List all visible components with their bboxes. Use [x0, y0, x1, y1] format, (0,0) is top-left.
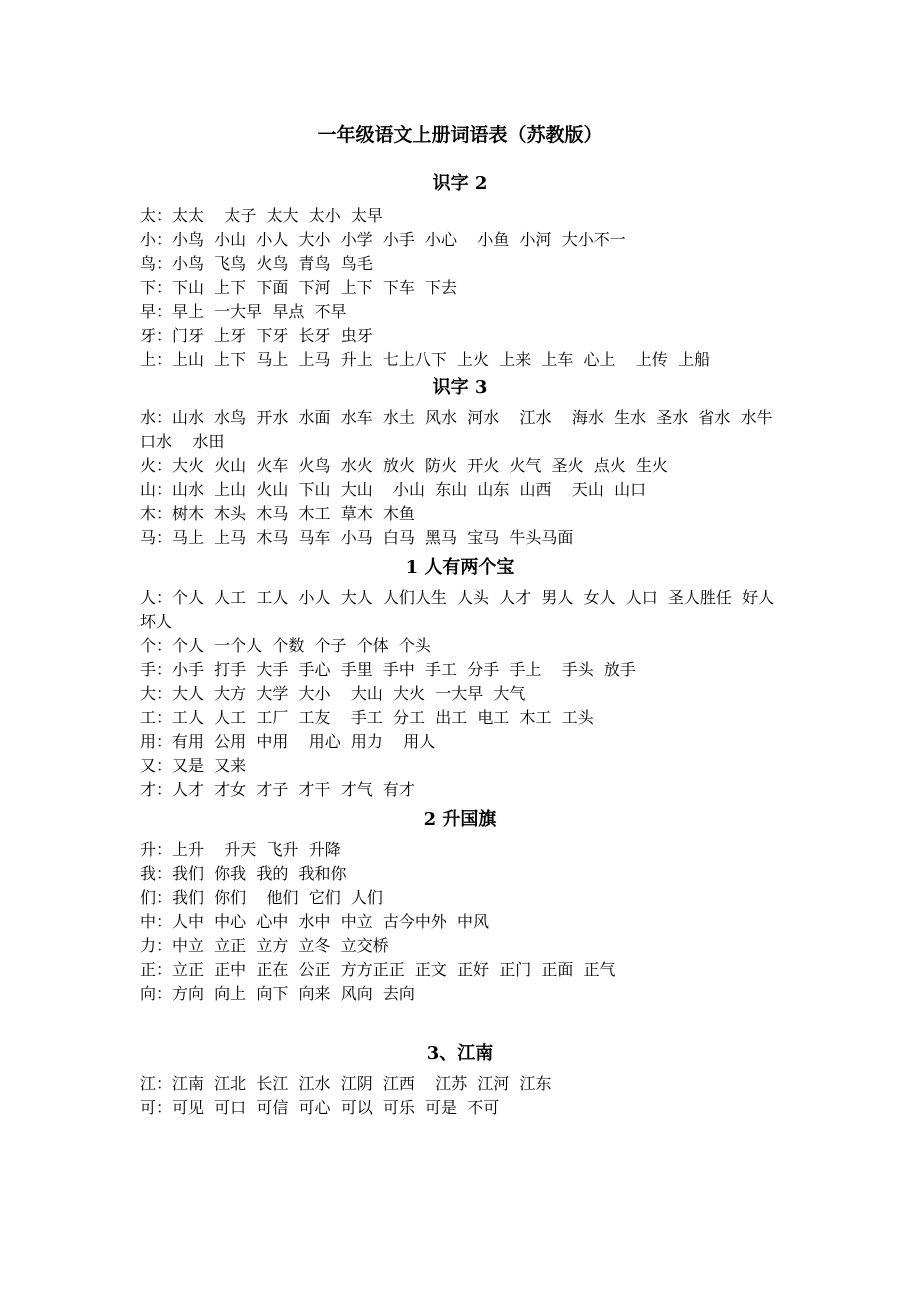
word-entry: 我：我们 你我 我的 我和你	[140, 864, 347, 883]
sections-container	[140, 172, 790, 1120]
section-lesson-3	[140, 1042, 790, 1120]
section-shizi-3	[140, 376, 790, 550]
word-entry: 中：人中 中心 心中 水中 中立 古今中外 中风	[140, 912, 490, 931]
word-entry: 木：树木 木头 木马 木工 草木 木鱼	[140, 504, 415, 523]
word-entry: 鸟：小鸟 飞鸟 火鸟 青鸟 鸟毛	[140, 254, 373, 273]
section-heading: 识字 2	[432, 173, 488, 194]
section-lesson-2	[140, 808, 790, 1006]
word-entry: 山：山水 上山 火山 下山 大山 小山 东山 山东 山西 天山 山口	[140, 480, 647, 499]
word-entry: 水：山水 水鸟 开水 水面 水车 水土 风水 河水 江水 海水 生水 圣水 省水 水牛 口水 水田	[140, 408, 783, 451]
word-entry: 工：工人 人工 工厂 工友 手工 分工 出工 电工 木工 工头	[140, 708, 594, 727]
word-entry: 早：早上 一大早 早点 不早	[140, 302, 347, 321]
section-shizi-2	[140, 172, 790, 372]
word-entry: 牙：门牙 上牙 下牙 长牙 虫牙	[140, 326, 373, 345]
word-entry: 小：小鸟 小山 小人 大小 小学 小手 小心 小鱼 小河 大小不一	[140, 230, 626, 249]
word-entry: 个：个人 一个人 个数 个子 个体 个头	[140, 636, 431, 655]
word-entry: 正：立正 正中 正在 公正 方方正正 正文 正好 正门 正面 正气	[140, 960, 616, 979]
word-entry: 人：个人 人工 工人 小人 大人 人们人生 人头 人才 男人 女人 人口 圣人胜任 好人 坏人	[140, 588, 785, 631]
word-entry: 手：小手 打手 大手 手心 手里 手中 手工 分手 手上 手头 放手	[140, 660, 636, 679]
word-entry: 火：大火 火山 火车 火鸟 水火 放火 防火 开火 火气 圣火 点火 生火	[140, 456, 668, 475]
section-heading: 2 升国旗	[423, 809, 497, 830]
section-lesson-1	[140, 556, 790, 802]
word-entry: 可：可见 可口 可信 可心 可以 可乐 可是 不可	[140, 1098, 500, 1117]
word-entry: 升：上升 升天 飞升 升降	[140, 840, 341, 859]
section-heading: 1 人有两个宝	[405, 557, 515, 578]
word-entry: 下：下山 上下 下面 下河 上下 下车 下去	[140, 278, 458, 297]
word-entry: 大：大人 大方 大学 大小 大山 大火 一大早 大气	[140, 684, 526, 703]
word-entry: 马：马上 上马 木马 马车 小马 白马 黑马 宝马 牛头马面	[140, 528, 574, 547]
section-heading: 识字 3	[432, 377, 488, 398]
word-entry: 用：有用 公用 中用 用心 用力 用人	[140, 732, 436, 751]
word-entry: 力：中立 立正 立方 立冬 立交桥	[140, 936, 389, 955]
word-entry: 又：又是 又来	[140, 756, 247, 775]
word-entry: 们：我们 你们 他们 它们 人们	[140, 888, 383, 907]
word-entry: 江：江南 江北 长江 江水 江阴 江西 江苏 江河 江东	[140, 1074, 552, 1093]
word-entry: 太：太太 太子 太大 太小 太早	[140, 206, 383, 225]
word-entry: 才：人才 才女 才子 才干 才气 有才	[140, 780, 415, 799]
document-title: 一年级语文上册词语表（苏教版）	[317, 124, 603, 146]
section-heading: 3、江南	[426, 1043, 494, 1064]
word-entry: 向：方向 向上 向下 向来 风向 去向	[140, 984, 415, 1003]
word-entry: 上：上山 上下 马上 上马 升上 七上八下 上火 上来 上车 心上 上传 上船	[140, 350, 711, 369]
